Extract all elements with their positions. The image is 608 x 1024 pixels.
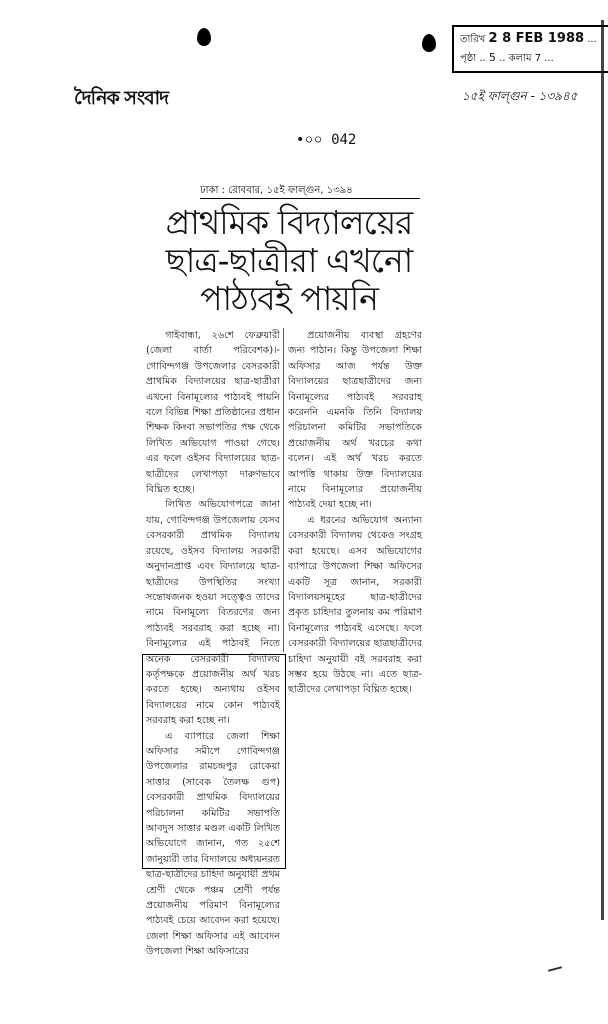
ink-blot [422,34,436,52]
article-column-1 [146,328,280,960]
page-value: 5 [488,51,496,64]
paragraph: প্রয়োজনীয় ব্যবস্থা গ্রহণের জন্য পাঠান। কিন্তু উপজেলা শিক্ষা অফিসার আজ পর্যন্ত উক্ত বিদ্যালয়ের ছাত্রছাত্রীদের জন্য বিনামূল্যের পাঠ্যবই সরবরাহ করেননি এমনকি তিনি বিদ্যালয় পরিচালনা কমিটির সভাপতিকে প্রয়োজনীয় অর্থ খরচের কথা বলেন। এই অর্থ খরচ করতে আপত্তি থাকায় উক্ত বিদ্যালয়ের নামে বিনামূল্যের প্রয়োজনীয় পাঠ্যবই দেয়া হচ্ছে না। [288,330,422,511]
newspaper-clipping [140,182,426,958]
headline-line: পাঠ্যবই পায়নি [200,279,378,318]
headline-line: ছাত্র-ছাত্রীরা এখনো [165,241,413,280]
scan-edge [601,20,604,920]
column-divider [283,328,284,652]
paragraph: এ ব্যাপারে জেলা শিক্ষা অফিসার সমীপে গোবিন্দগঞ্জ উপজেলার রামচন্দ্রপুর রোকেয়া সাত্তার (সাবেক তৈলক্ষ গুপ) বেসরকারী প্রাথমিক বিদ্যালয়ের পরিচালনা কমিটির সভাপতি আবদুস সাত্তার মণ্ডল একটি লিখিত অভিযোগে জানান, গত ২৫শে জানুয়ারী তার বিদ্যালয়ে অধ্যয়নরত ছাত্র-ছাত্রীদের চাহিদা অনুযায়ী প্রথম শ্রেণী থেকে পঞ্চম শ্রেণী পর্যন্ত প্রয়োজনীয় পরিমাণ বিনামূল্যের পাঠ্যবই চেয়ে আবেদন করা হয়েছে। জেলা শিক্ষা অফিসার এই আবেদন উপজেলা শিক্ষা অফিসারের [146,730,280,958]
paragraph: গাইবান্ধা, ২৬শে ফেব্রুয়ারী (জেলা বার্তা পরিবেশক)।-গোবিন্দগঞ্জ উপজেলার বেসরকারী প্রাথমিক বিদ্যালয়ের ছাত্র-ছাত্রীরা এখনো বিনামূল্যের পাঠ্যবই পায়নি বলে বিভিন্ন শিক্ষা প্রতিষ্ঠানের প্রধান শিক্ষক কিংবা সভাপতির পক্ষ থেকে লিখিত অভিযোগ পাওয়া গেছে। এর ফলে ওইসব বিদ্যালয়ের ছাত্র-ছাত্রীদের লেখাপড়া দারুণভাবে বিঘ্নিত হচ্ছে। [146,330,280,496]
column-value: 7 [534,53,542,64]
newspaper-masthead: দৈনিক সংবাদ [74,87,169,109]
handwritten-note: ১৫ই ফাল্গুন - ১৩৯৪৫ [462,89,578,103]
headline-line: প্রাথমিক বিদ্যালয়ের [165,203,413,242]
archive-stamp: •০০ 042 [296,132,357,148]
paragraph: লিখিত অভিযোগপত্রে জানা যায়, গোবিন্দগঞ্জ উপজেলায় যেসব বেসরকারী প্রাথমিক বিদ্যালয় রয়েছে, ওইসব বিদ্যালয় সরকারী অনুদানপ্রাপ্ত এবং বিদ্যালয়ে ছাত্র-ছাত্রীদের উপস্থিতির সংখ্যা সন্তোষজনক হওয়া সত্ত্বেও তাদের নামে বিনামূল্যে বিতরণের জন্য পাঠ্যবই সরবরাহ করা হচ্ছে না। বিনামূল্যের এই পাঠ্যবই নিতে অনেক বেসরকারী বিদ্যালয় কর্তৃপক্ষকে প্রয়োজনীয় অর্থ খরচ করতে হচ্ছে। অন্যথায় ওইসব বিদ্যালয়ের নামে কোন পাঠ্যবই সরবরাহ করা হচ্ছে না। [146,499,280,727]
date-label: তারিখ [460,34,486,45]
date-box: তারিখ 2 8 FEB 1988 ... পৃষ্ঠা .. 5 .. কলাম 7 ... [452,25,608,73]
page-label: পৃষ্ঠা [460,53,477,64]
scan-mark [548,966,562,972]
paragraph: এ ধরনের অভিযোগ অন্যান্য বেসরকারী বিদ্যালয় থেকেও সংগ্রহ করা হয়েছে। এসব অভিযোগের ব্যাপারে উপজেলা শিক্ষা অফিসের একটি সূত্র জানান, সরকারী বিদ্যালয়সমূহের ছাত্র-ছাত্রীদের প্রকৃত চাহিদার তুলনায় কম পরিমাণ বিনামূল্যের পাঠ্যবই এসেছে। ফলে বেসরকারী বিদ্যালয়ের ছাত্রছাত্রীদের চাহিদা অনুযায়ী বই সরবরাহ করা সম্ভব হয়ে উঠছে না। এতে ছাত্র-ছাত্রীদের লেখাপড়া বিঘ্নিত হচ্ছে। [288,514,422,696]
ink-blot [197,28,211,46]
column-label: কলাম [508,53,532,64]
date-value: 2 8 FEB 1988 [488,31,585,46]
article-column-2 [288,328,422,698]
headline [154,204,424,318]
dateline: ঢাকা : রোববার, ১৫ই ফাল্গুন, ১৩৯৪ [200,184,420,199]
